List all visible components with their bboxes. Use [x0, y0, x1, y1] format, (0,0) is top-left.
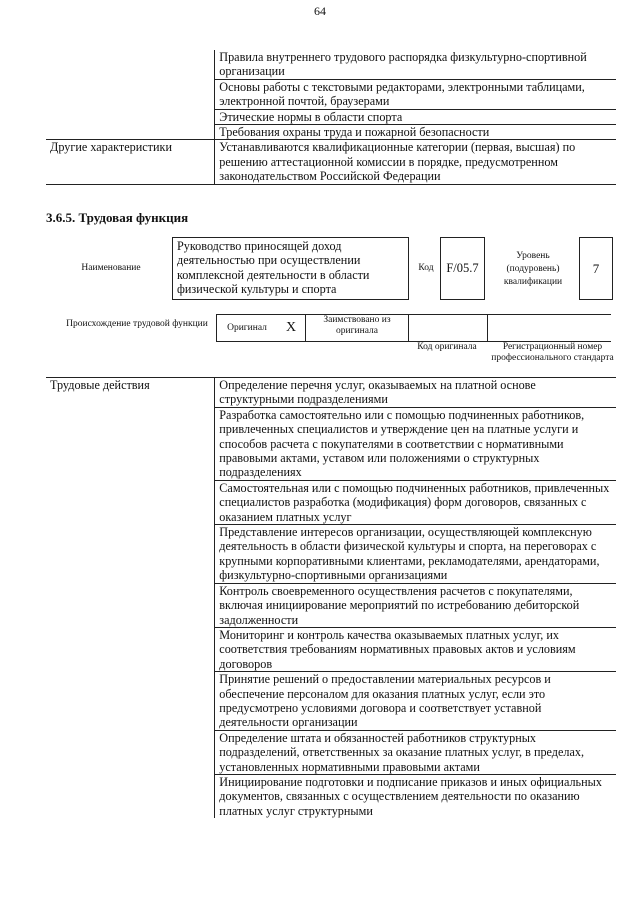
section-title: 3.6.5. Трудовая функция	[46, 210, 189, 225]
table-row	[46, 50, 616, 79]
labor-actions-table	[46, 377, 616, 818]
row-value: Требования охраны труда и пожарной безопасности	[215, 125, 616, 140]
code-caption: Код оригинала	[417, 342, 477, 352]
reg-cell	[488, 315, 612, 342]
origin-label: Происхождение трудовой функции	[66, 319, 208, 329]
original-label: Оригинал	[217, 315, 278, 342]
labor-action: Определение штата и обязанностей работников структурных подразделений, ответственных за оказание платных услуг, в пределах, установленных нормативными правовыми актами	[215, 730, 616, 774]
labor-action: Самостоятельная или с помощью подчиненных работников, привлеченных специалистов разработка (модификация) форм договоров, связанных с оказанием платных услуг	[215, 480, 616, 524]
row-value: Устанавливаются квалификационные категории (первая, высшая) по решению аттестационной комиссии в порядке, предусмотренном законодательством Российской Федерации	[215, 140, 616, 184]
reg-caption: Регистрационный номер профессионального стандарта	[491, 342, 614, 363]
code-label: Код	[418, 263, 434, 273]
borrowed-label: Заимствовано из оригинала	[306, 315, 409, 342]
row-value: Этические нормы в области спорта	[215, 109, 616, 124]
row-label	[46, 50, 215, 140]
top-table	[46, 50, 616, 185]
qualification-level: 7	[579, 237, 613, 300]
labor-action: Инициирование подготовки и подписание приказов и иных официальных документов, связанных с осуществлением деятельности по оказанию платных услуг структурными	[215, 774, 616, 818]
labor-action: Принятие решений о предоставлении материальных ресурсов и обеспечение персоналом для оказания платных услуг, если это предусмотрено условиями договора и соответствует уставной деятельности организации	[215, 672, 616, 731]
labor-action: Определение перечня услуг, оказываемых на платной основе структурными подразделениями	[215, 378, 616, 408]
code-cell	[409, 315, 488, 342]
original-mark: X	[277, 315, 306, 342]
table-row	[46, 140, 616, 184]
labor-action: Разработка самостоятельно или с помощью подчиненных работников, привлеченных специалистов и утверждение цен на платные услуги и способов расчета с покупателями в соответствии с нормативными правовыми актами, уставом или положениями о структурных подразделениях	[215, 407, 616, 480]
table-row	[46, 378, 616, 408]
name-label: Наименование	[81, 263, 141, 273]
labor-actions-label: Трудовые действия	[46, 378, 215, 819]
table-row	[217, 315, 612, 342]
row-label: Другие характеристики	[46, 140, 215, 184]
labor-action: Представление интересов организации, осуществляющей комплексную деятельность в области физической культуры и спорта, на переговорах с крупными корпоративными клиентами, рекламодателями, арендаторами, физкультурно-спортивными организациями	[215, 525, 616, 584]
labor-action: Мониторинг и контроль качества оказываемых платных услуг, их соответствия требованиям нормативных правовых актов и условиям договоров	[215, 627, 616, 671]
function-code: F/05.7	[440, 237, 485, 300]
origin-table	[216, 314, 611, 342]
row-value: Основы работы с текстовыми редакторами, электронными таблицами, электронной почтой, браузерами	[215, 79, 616, 109]
page-number: 64	[314, 4, 326, 18]
row-value: Правила внутреннего трудового распорядка физкультурно-спортивной организации	[215, 50, 616, 79]
labor-action: Контроль своевременного осуществления расчетов с покупателями, включая инициирование мероприятий по истребованию дебиторской задолженности	[215, 583, 616, 627]
level-label: Уровень (подуровень) квалификации	[503, 251, 563, 287]
function-name: Руководство приносящей доход деятельностью при осуществлении комплексной деятельности в области физической культуры и спорта	[172, 237, 409, 300]
